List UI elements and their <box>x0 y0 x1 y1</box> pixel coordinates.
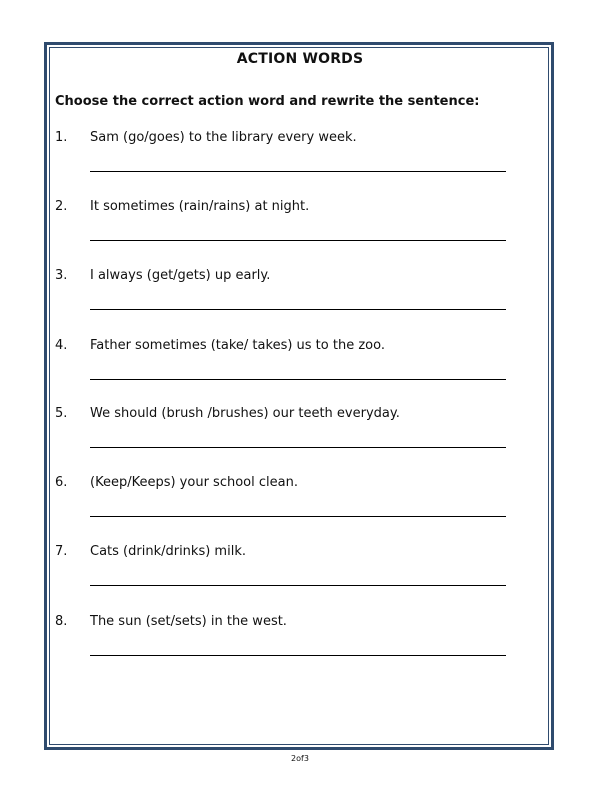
answer-line[interactable] <box>90 585 506 586</box>
question-number: 8. <box>55 614 68 629</box>
question-7 <box>55 544 515 604</box>
worksheet-title: ACTION WORDS <box>236 51 364 67</box>
question-8 <box>55 614 515 674</box>
answer-line[interactable] <box>90 309 506 310</box>
question-number: 1. <box>55 130 68 145</box>
question-text: The sun (set/sets) in the west. <box>90 614 287 629</box>
question-number: 2. <box>55 199 68 214</box>
question-number: 4. <box>55 338 68 353</box>
question-5 <box>55 406 515 466</box>
page-indicator: 2of3 <box>291 754 309 763</box>
answer-line[interactable] <box>90 516 506 517</box>
worksheet-instruction: Choose the correct action word and rewrite the sentence: <box>55 94 480 109</box>
question-text: (Keep/Keeps) your school clean. <box>90 475 298 490</box>
question-4 <box>55 338 515 398</box>
question-text: It sometimes (rain/rains) at night. <box>90 199 310 214</box>
answer-line[interactable] <box>90 447 506 448</box>
answer-line[interactable] <box>90 379 506 380</box>
question-number: 5. <box>55 406 68 421</box>
answer-line[interactable] <box>90 171 506 172</box>
question-number: 6. <box>55 475 68 490</box>
question-number: 3. <box>55 268 68 283</box>
answer-line[interactable] <box>90 655 506 656</box>
question-text: Father sometimes (take/ takes) us to the zoo. <box>90 338 385 353</box>
question-text: Cats (drink/drinks) milk. <box>90 544 246 559</box>
question-text: I always (get/gets) up early. <box>90 268 271 283</box>
question-text: Sam (go/goes) to the library every week. <box>90 130 357 145</box>
question-text: We should (brush /brushes) our teeth everyday. <box>90 406 400 421</box>
answer-line[interactable] <box>90 240 506 241</box>
question-3 <box>55 268 515 328</box>
question-1 <box>55 130 515 190</box>
question-2 <box>55 199 515 259</box>
question-6 <box>55 475 515 535</box>
question-number: 7. <box>55 544 68 559</box>
